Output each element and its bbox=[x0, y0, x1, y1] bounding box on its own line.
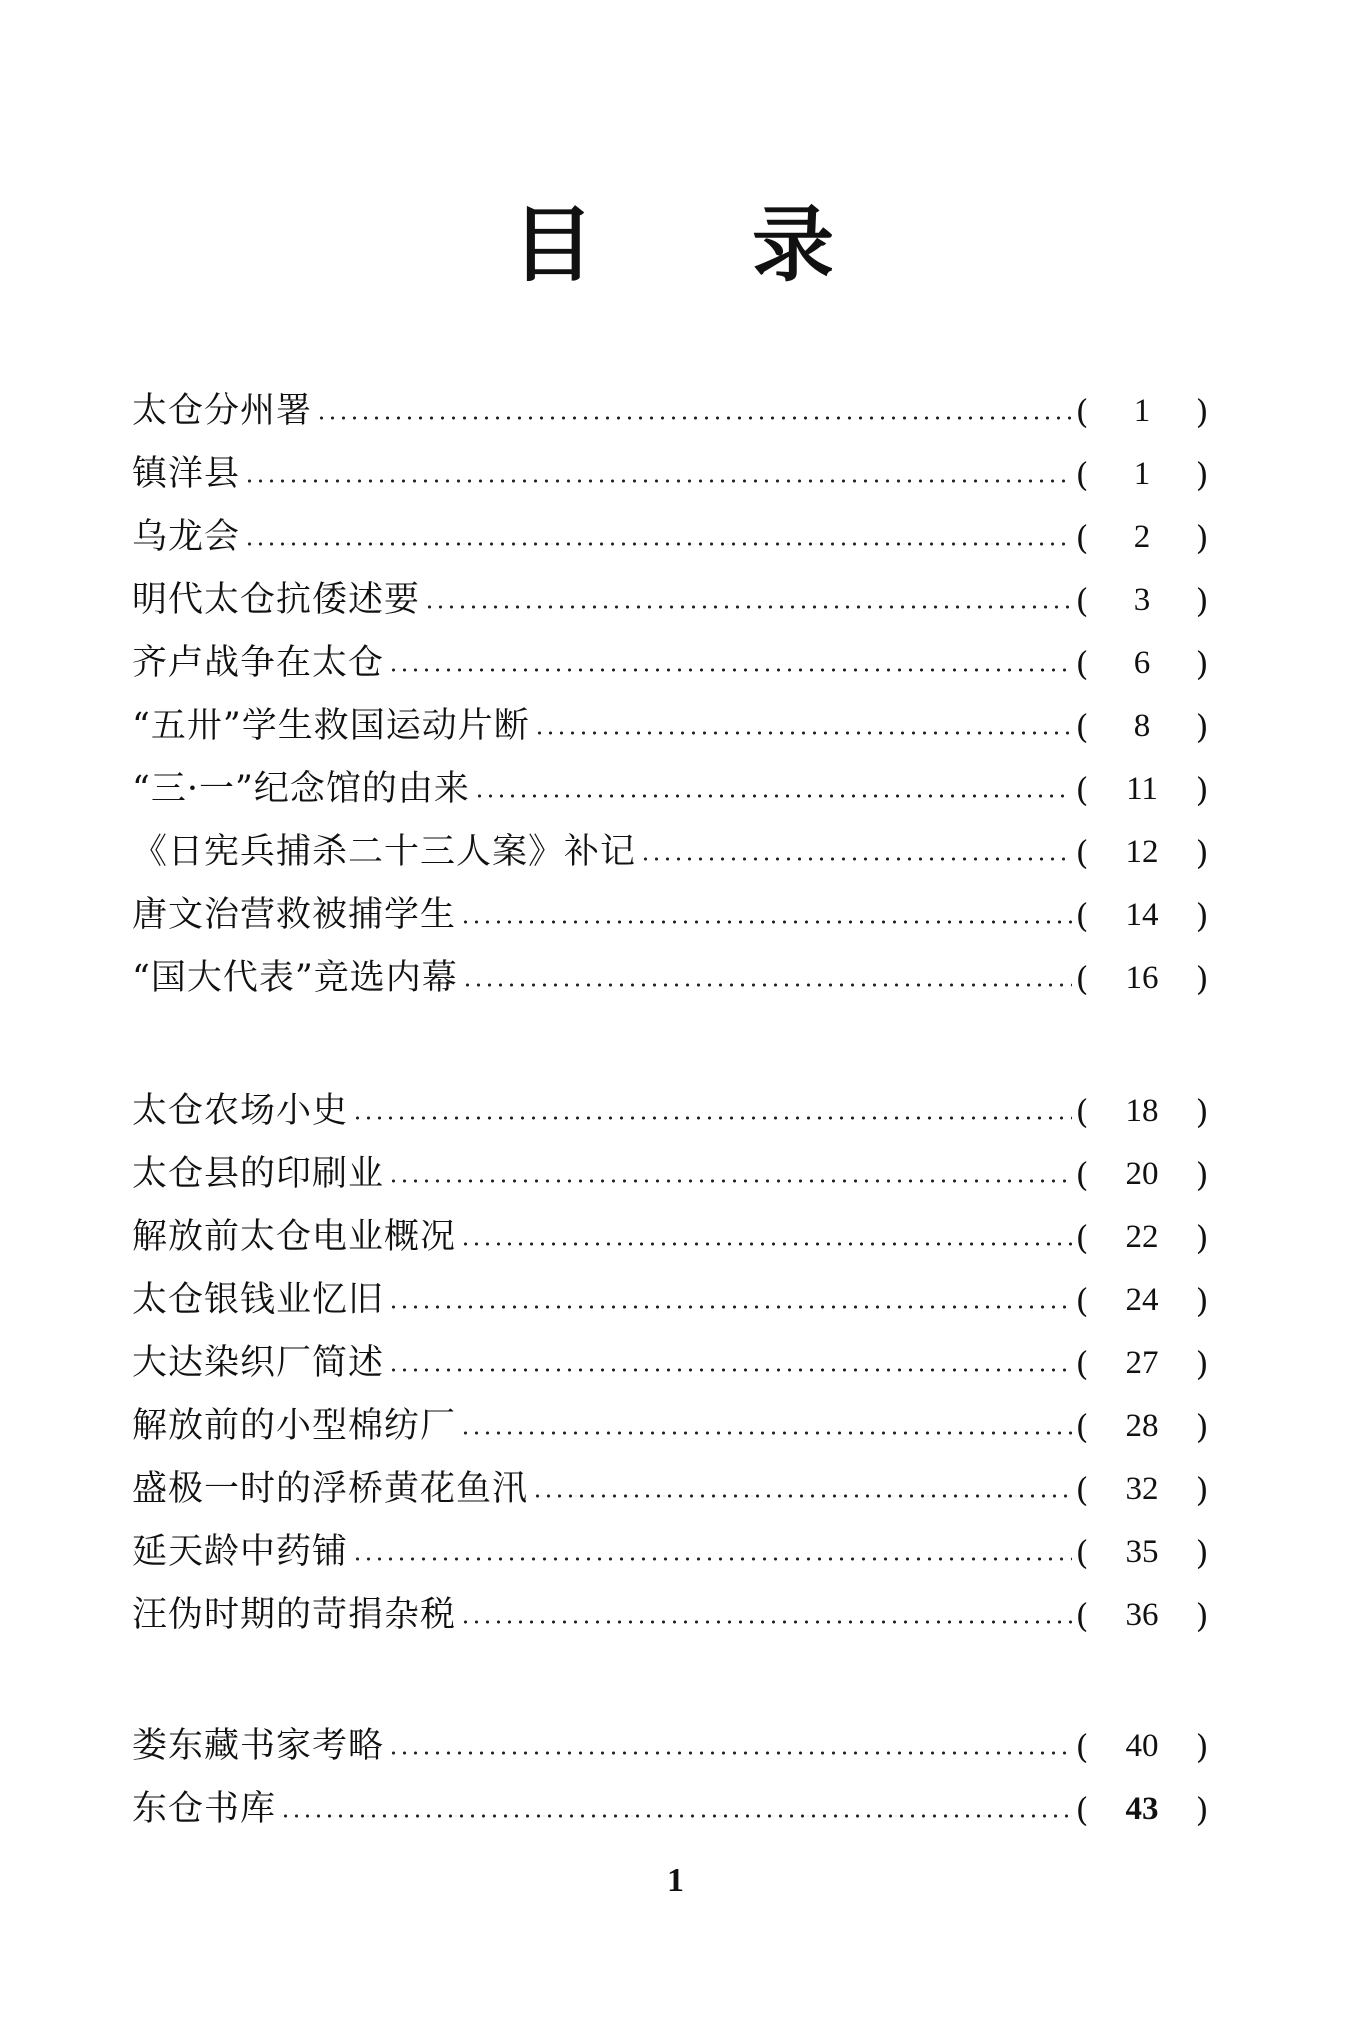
entry-page-number: 22 bbox=[1125, 1219, 1159, 1255]
entry-title: 盛极一时的浮桥黄花鱼汛 bbox=[132, 1469, 529, 1509]
entry-title: “五卅”学生救国运动片断 bbox=[132, 706, 530, 746]
entry-page: ( 24 ) bbox=[1075, 1281, 1209, 1320]
entry-title: 乌龙会 bbox=[132, 517, 241, 557]
entry-page: ( 1 ) bbox=[1075, 392, 1209, 431]
entry-title: 太仓分州署 bbox=[132, 391, 313, 431]
toc-section-1 bbox=[132, 380, 1212, 1010]
entry-page: ( 3 ) bbox=[1075, 581, 1209, 620]
entry-page-number: 40 bbox=[1125, 1728, 1159, 1764]
dot-leader bbox=[388, 646, 1072, 681]
toc-entry[interactable] bbox=[132, 632, 1212, 695]
entry-page-number: 1 bbox=[1133, 393, 1151, 429]
entry-page: ( 22 ) bbox=[1075, 1218, 1209, 1257]
toc-section-3 bbox=[132, 1715, 1212, 1841]
entry-title: “国大代表”竞选内幕 bbox=[132, 958, 458, 998]
dot-leader bbox=[388, 1283, 1072, 1318]
entry-title: 太仓农场小史 bbox=[132, 1091, 349, 1131]
entry-title: 唐文治营救被捕学生 bbox=[132, 895, 457, 935]
entry-title: 太仓县的印刷业 bbox=[132, 1154, 385, 1194]
entry-page: ( 28 ) bbox=[1075, 1407, 1209, 1446]
entry-page: ( 40 ) bbox=[1075, 1727, 1209, 1766]
dot-leader bbox=[460, 898, 1072, 933]
toc-entry[interactable] bbox=[132, 821, 1212, 884]
dot-leader bbox=[280, 1792, 1072, 1827]
toc-entry[interactable] bbox=[132, 1395, 1212, 1458]
entry-page-number: 35 bbox=[1125, 1534, 1159, 1570]
dot-leader bbox=[388, 1346, 1072, 1381]
entry-title: “三·一”纪念馆的由来 bbox=[132, 769, 470, 809]
entry-page: ( 36 ) bbox=[1075, 1596, 1209, 1635]
entry-title: 明代太仓抗倭述要 bbox=[132, 580, 421, 620]
toc-entry[interactable] bbox=[132, 443, 1212, 506]
entry-page-number: 28 bbox=[1125, 1408, 1159, 1444]
entry-page: ( 16 ) bbox=[1075, 959, 1209, 998]
title-char-1: 目 bbox=[512, 198, 595, 293]
page-number: 1 bbox=[667, 1862, 684, 1899]
dot-leader bbox=[352, 1535, 1072, 1570]
entry-title: 大达染织厂简述 bbox=[132, 1343, 385, 1383]
toc-entry[interactable] bbox=[132, 1080, 1212, 1143]
toc-entry[interactable] bbox=[132, 569, 1212, 632]
entry-title: 娄东藏书家考略 bbox=[132, 1726, 385, 1766]
entry-page-number: 32 bbox=[1125, 1471, 1159, 1507]
dot-leader bbox=[460, 1598, 1072, 1633]
toc-entry[interactable] bbox=[132, 1206, 1212, 1269]
entry-title: 解放前的小型棉纺厂 bbox=[132, 1406, 457, 1446]
entry-page-number: 18 bbox=[1125, 1093, 1159, 1129]
entry-page-number: 1 bbox=[1133, 456, 1151, 492]
entry-title: 镇洋县 bbox=[132, 454, 241, 494]
dot-leader bbox=[244, 457, 1072, 492]
entry-page: ( 18 ) bbox=[1075, 1092, 1209, 1131]
entry-page: ( 14 ) bbox=[1075, 896, 1209, 935]
toc-entry[interactable] bbox=[132, 1584, 1212, 1647]
entry-page-number: 24 bbox=[1125, 1282, 1159, 1318]
toc-entry[interactable] bbox=[132, 884, 1212, 947]
dot-leader bbox=[388, 1157, 1072, 1192]
dot-leader bbox=[316, 394, 1072, 429]
entry-page-number: 36 bbox=[1125, 1597, 1159, 1633]
dot-leader bbox=[474, 772, 1072, 807]
toc-entry[interactable] bbox=[132, 1269, 1212, 1332]
toc-section-2 bbox=[132, 1080, 1212, 1647]
dot-leader bbox=[462, 961, 1072, 996]
entry-page: ( 35 ) bbox=[1075, 1533, 1209, 1572]
dot-leader bbox=[460, 1220, 1072, 1255]
dot-leader bbox=[424, 583, 1072, 618]
entry-page: ( 12 ) bbox=[1075, 833, 1209, 872]
entry-page: ( 8 ) bbox=[1075, 707, 1209, 746]
dot-leader bbox=[532, 1472, 1072, 1507]
dot-leader bbox=[244, 520, 1072, 555]
entry-title: 太仓银钱业忆旧 bbox=[132, 1280, 385, 1320]
toc-entry[interactable] bbox=[132, 1143, 1212, 1206]
entry-page-number: 20 bbox=[1125, 1156, 1159, 1192]
dot-leader bbox=[534, 709, 1072, 744]
entry-title: 延天龄中药铺 bbox=[132, 1532, 349, 1572]
entry-page: ( 20 ) bbox=[1075, 1155, 1209, 1194]
toc-entry[interactable] bbox=[132, 1458, 1212, 1521]
dot-leader bbox=[388, 1729, 1072, 1764]
entry-page: ( 2 ) bbox=[1075, 518, 1209, 557]
entry-page-number: 6 bbox=[1133, 645, 1151, 681]
entry-title: 《日宪兵捕杀二十三人案》补记 bbox=[132, 832, 637, 872]
toc-entry[interactable] bbox=[132, 380, 1212, 443]
entry-page-number: 16 bbox=[1125, 960, 1159, 996]
toc-entry[interactable] bbox=[132, 1778, 1212, 1841]
toc-entry[interactable] bbox=[132, 1715, 1212, 1778]
entry-page-number: 14 bbox=[1125, 897, 1159, 933]
entry-page: ( 1 ) bbox=[1075, 455, 1209, 494]
entry-page-number: 2 bbox=[1133, 519, 1151, 555]
toc-entry[interactable] bbox=[132, 695, 1212, 758]
entry-page-number: 27 bbox=[1125, 1345, 1159, 1381]
title-char-2: 录 bbox=[752, 198, 835, 293]
dot-leader bbox=[352, 1094, 1072, 1129]
toc-entry[interactable] bbox=[132, 506, 1212, 569]
entry-page-number: 3 bbox=[1133, 582, 1151, 618]
toc-entry[interactable] bbox=[132, 758, 1212, 821]
entry-page: ( 27 ) bbox=[1075, 1344, 1209, 1383]
entry-page-number: 12 bbox=[1125, 834, 1159, 870]
entry-page: ( 32 ) bbox=[1075, 1470, 1209, 1509]
entry-title: 解放前太仓电业概况 bbox=[132, 1217, 457, 1257]
dot-leader bbox=[460, 1409, 1072, 1444]
toc-entry[interactable] bbox=[132, 1521, 1212, 1584]
toc-entry[interactable] bbox=[132, 947, 1212, 1010]
dot-leader bbox=[640, 835, 1072, 870]
entry-page-number: 43 bbox=[1125, 1791, 1159, 1827]
entry-page: ( 11 ) bbox=[1075, 770, 1209, 809]
entry-title: 东仓书库 bbox=[132, 1789, 277, 1829]
toc-entry[interactable] bbox=[132, 1332, 1212, 1395]
entry-page-number: 11 bbox=[1126, 771, 1158, 807]
entry-title: 齐卢战争在太仓 bbox=[132, 643, 385, 683]
entry-page: ( 6 ) bbox=[1075, 644, 1209, 683]
entry-title: 汪伪时期的苛捐杂税 bbox=[132, 1595, 457, 1635]
entry-page: ( 43 ) bbox=[1075, 1790, 1209, 1829]
entry-page-number: 8 bbox=[1133, 708, 1151, 744]
